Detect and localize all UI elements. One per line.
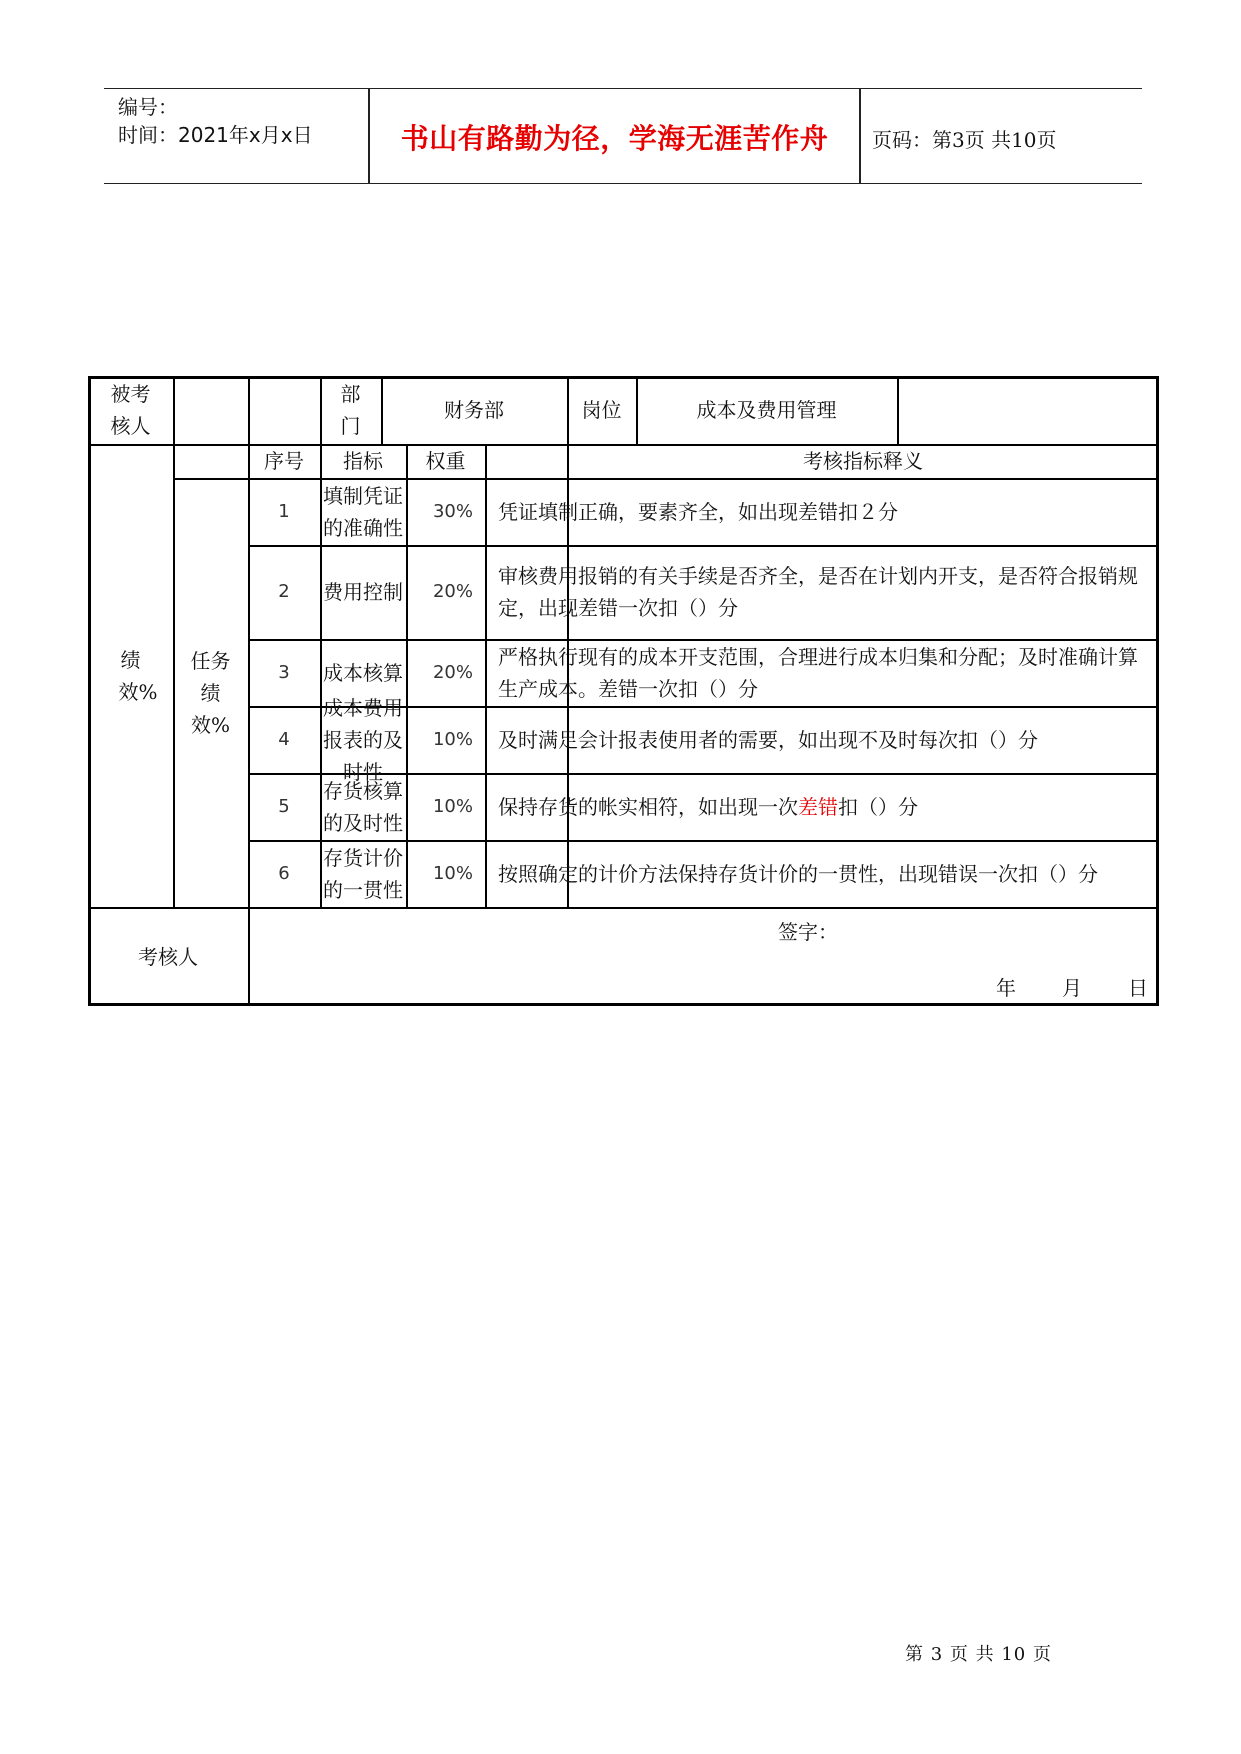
indicator-text: 成本费用报表的及时性 — [323, 695, 403, 784]
assessor-label-cell — [88, 907, 248, 1006]
date-year: 年 — [996, 976, 1016, 1000]
date-month: 月 — [1062, 976, 1082, 1000]
weight-value: 20% — [432, 581, 473, 602]
weight-value: 10% — [432, 795, 473, 817]
table-cell-weight — [406, 773, 485, 840]
dept-label: 部门 — [340, 382, 361, 438]
column-header-indicator — [320, 444, 406, 478]
weight-value: 10% — [432, 728, 473, 750]
assessor-label: 考核人 — [138, 944, 198, 969]
weight-value: 30% — [432, 500, 473, 522]
dept-value: 财务部 — [444, 398, 504, 422]
column-header-weight — [406, 444, 485, 478]
table-cell-weight — [406, 478, 485, 545]
table-cell-explanation — [485, 840, 1159, 907]
header-page-info: 页码：第3页 共10页 — [872, 128, 1057, 152]
grid-line — [897, 376, 899, 444]
seq-value: 5 — [278, 795, 290, 817]
explanation-text: 审核费用报销的有关手续是否齐全，是否在计划内开支，是否符合报销规定，出现差错一次扣（）分 — [498, 564, 1138, 620]
table-cell-seq — [248, 840, 320, 907]
table-cell-indicator — [320, 545, 406, 639]
explanation-text: 严格执行现有的成本开支范围，合理进行成本归集和分配；及时准确计算生产成本。差错一次扣（）分 — [498, 644, 1138, 701]
subcategory-cell — [173, 478, 248, 907]
column-header-seq — [248, 444, 320, 478]
indicator-text: 填制凭证的准确性 — [323, 483, 403, 540]
table-cell-indicator — [320, 773, 406, 840]
seq-value: 3 — [278, 661, 290, 683]
table-cell-seq — [248, 545, 320, 639]
table-cell-indicator — [320, 840, 406, 907]
table-cell-seq — [248, 706, 320, 773]
table-cell-indicator — [320, 695, 406, 784]
subcategory-label: 任务绩效% — [190, 648, 231, 737]
table-cell-weight — [406, 840, 485, 907]
table-cell-weight — [406, 545, 485, 639]
weight-value: 20% — [432, 661, 473, 683]
post-label-cell — [567, 376, 636, 444]
examinee-label-cell — [88, 376, 173, 444]
column-header-explanation-text: 考核指标释义 — [803, 449, 923, 473]
column-header-explanation-left — [485, 444, 567, 478]
indicator-text: 存货计价的一贯性 — [323, 845, 403, 902]
table-cell-weight — [406, 706, 485, 773]
explanation-text-part: 保持存货的帐实相符，如出现一次 — [498, 794, 798, 819]
table-cell-seq — [248, 639, 320, 706]
table-cell-explanation — [485, 478, 1159, 545]
header-motto: 书山有路勤为径，学海无涯苦作舟 — [400, 122, 829, 155]
examinee-value-cell — [173, 376, 320, 444]
document-number-label: 编号： — [118, 95, 178, 119]
assessment-table — [88, 376, 1159, 1006]
header-meta — [118, 93, 313, 149]
seq-value: 2 — [278, 581, 290, 602]
indicator-text: 成本核算 — [323, 660, 403, 685]
table-cell-seq — [248, 773, 320, 840]
dept-value-cell — [381, 376, 567, 444]
post-value-cell — [636, 376, 897, 444]
table-cell-seq — [248, 478, 320, 545]
signature-label: 签字： — [778, 920, 838, 944]
examinee-label: 被考核人 — [110, 382, 151, 438]
explanation-text: 按照确定的计价方法保持存货计价的一贯性，出现错误一次扣（）分 — [498, 861, 1098, 886]
indicator-text: 存货核算的及时性 — [323, 778, 403, 835]
column-header-explanation — [567, 444, 1159, 478]
table-cell-explanation — [485, 773, 1159, 840]
seq-value: 1 — [278, 500, 290, 522]
explanation-text-part: 扣（）分 — [838, 794, 918, 819]
table-cell-indicator — [320, 478, 406, 545]
column-header-seq-text: 序号 — [264, 449, 304, 473]
column-header-weight-text: 权重 — [425, 449, 466, 473]
date-day: 日 — [1128, 976, 1148, 1000]
category-cell — [88, 444, 173, 907]
table-cell-explanation — [485, 545, 1159, 639]
seq-value: 6 — [278, 862, 290, 884]
explanation-text: 凭证填制正确，要素齐全，如出现差错扣２分 — [498, 499, 898, 524]
table-cell-explanation — [485, 706, 1159, 773]
weight-value: 10% — [432, 862, 473, 884]
document-time: 时间：2021年x月x日 — [118, 123, 313, 147]
table-cell-weight — [406, 639, 485, 706]
post-label: 岗位 — [581, 398, 622, 422]
category-label: 绩效% — [118, 647, 158, 704]
header-divider — [859, 89, 861, 183]
explanation-text: 及时满足会计报表使用者的需要，如出现不及时每次扣（）分 — [498, 727, 1038, 752]
page-footer: 第 3 页 共 10 页 — [905, 1644, 1052, 1665]
explanation-highlight: 差错 — [798, 794, 838, 819]
table-cell-explanation — [485, 639, 1159, 706]
column-header-indicator-text: 指标 — [343, 449, 383, 473]
seq-value: 4 — [278, 728, 290, 750]
page-header — [104, 88, 1142, 184]
dept-label-cell — [320, 376, 381, 444]
indicator-text: 费用控制 — [323, 580, 403, 604]
post-value: 成本及费用管理 — [696, 398, 837, 422]
explanation-text — [498, 791, 918, 823]
